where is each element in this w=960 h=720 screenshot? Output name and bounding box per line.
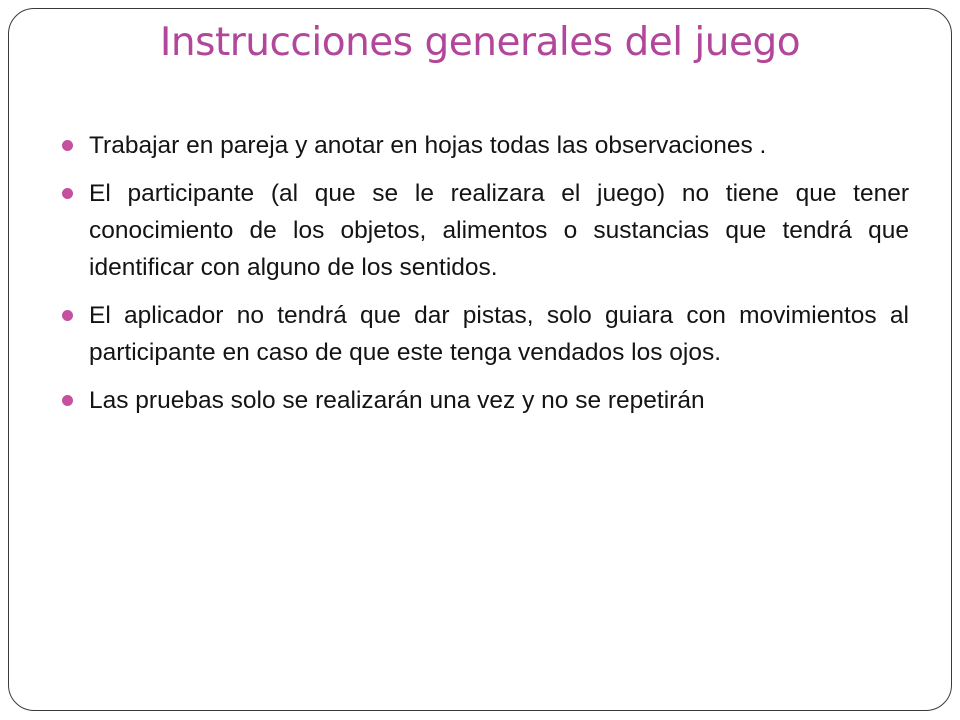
slide-title: Instrucciones generales del juego	[159, 20, 801, 65]
bullet-dot-icon	[62, 140, 73, 151]
bullet-dot-icon	[62, 310, 73, 321]
bullet-text: Las pruebas solo se realizarán una vez y no se repetirán	[89, 387, 705, 414]
bullet-text: El aplicador no tendrá que dar pistas, solo guiara con movimientos al participante en caso de que este tenga vendados los ojos.	[89, 302, 909, 366]
bullet-item	[89, 127, 909, 164]
bullet-text: Trabajar en pareja y anotar en hojas todas las observaciones .	[89, 132, 767, 159]
bullet-item	[89, 175, 909, 286]
bullet-list	[89, 127, 909, 430]
bullet-dot-icon	[62, 188, 73, 199]
bullet-dot-icon	[62, 395, 73, 406]
bullet-text: El participante (al que se le realizara el juego) no tiene que tener conocimiento de los objetos, alimentos o sustancias que tendrá que identificar con alguno de los sentidos.	[89, 180, 909, 281]
bullet-item	[89, 382, 909, 419]
bullet-item	[89, 297, 909, 371]
